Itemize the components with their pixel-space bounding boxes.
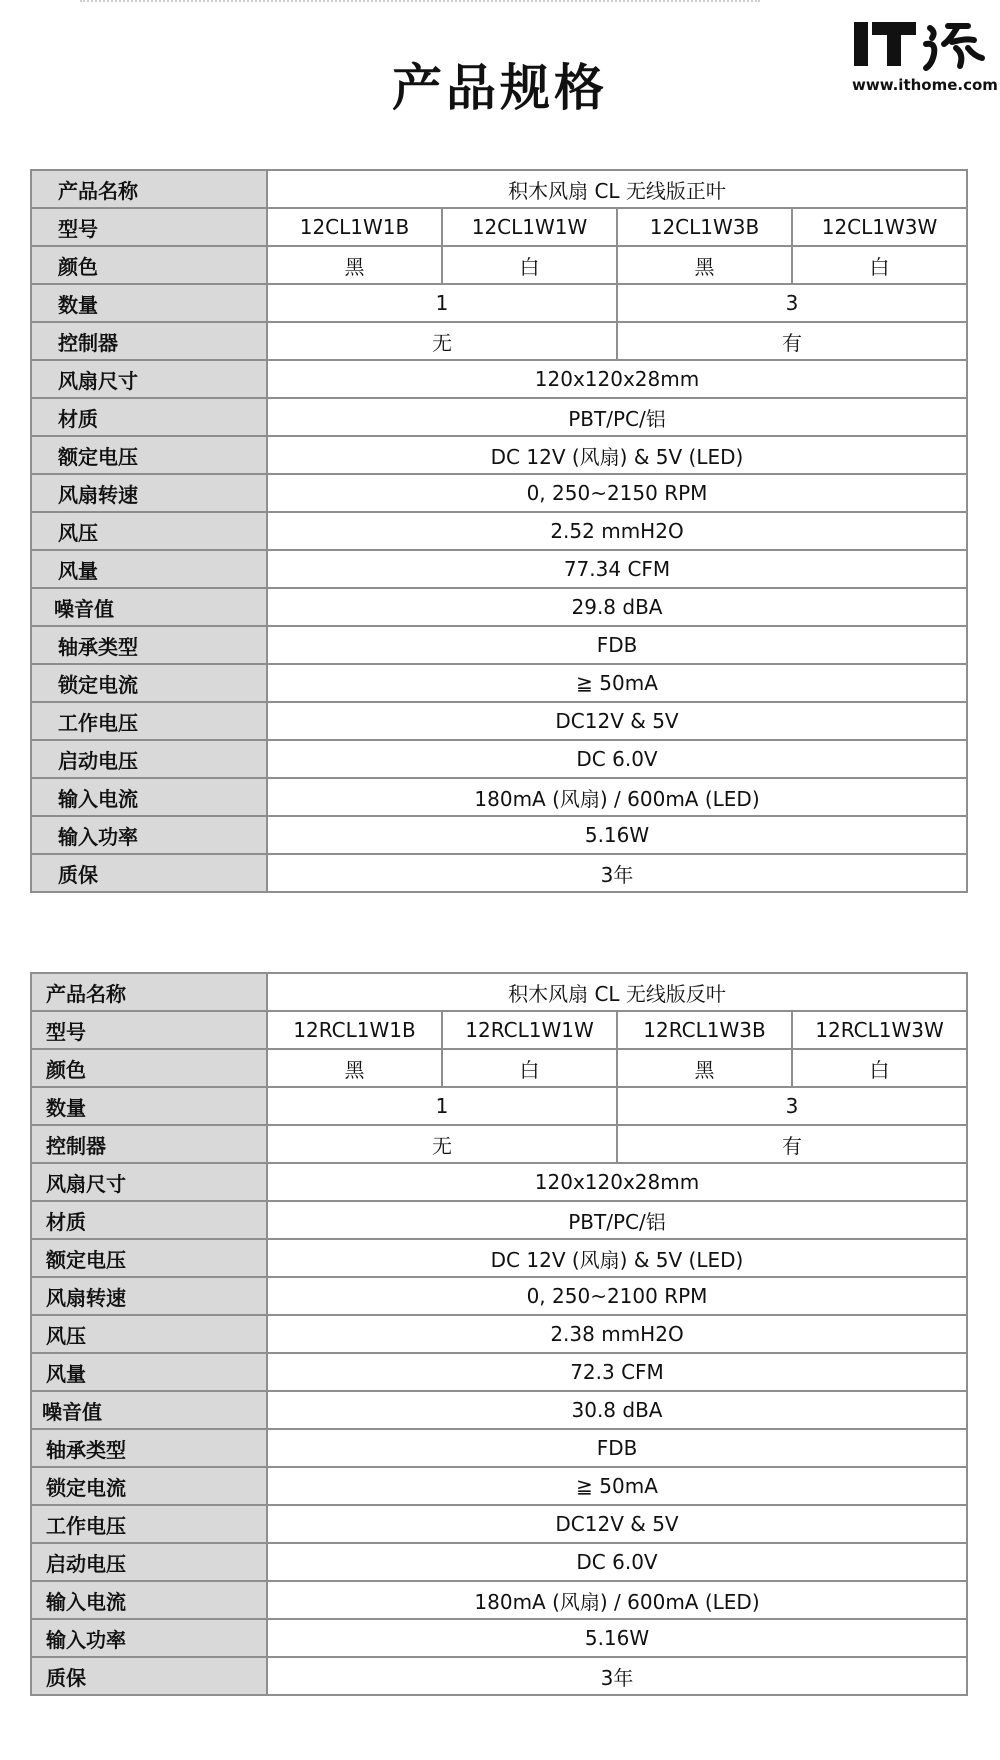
row-label: 输入功率 (31, 816, 267, 854)
table-row (31, 550, 967, 588)
model-cell: 12RCL1W3B (617, 1011, 792, 1049)
table-row (31, 702, 967, 740)
row-label: 风压 (31, 512, 267, 550)
color-cell: 黑 (617, 1049, 792, 1087)
row-label: 风压 (31, 1315, 267, 1353)
model-cell: 12RCL1W1B (267, 1011, 442, 1049)
table-row (31, 973, 967, 1011)
row-label: 风扇转速 (31, 474, 267, 512)
table-row (31, 1543, 967, 1581)
controller-cell: 有 (617, 1125, 967, 1163)
row-label: 轴承类型 (31, 1429, 267, 1467)
quantity-cell: 3 (617, 1087, 967, 1125)
input-power-value: 5.16W (267, 816, 967, 854)
pressure-value: 2.52 mmH2O (267, 512, 967, 550)
row-label: 轴承类型 (31, 626, 267, 664)
row-label: 控制器 (31, 322, 267, 360)
table-row (31, 1315, 967, 1353)
noise-value: 29.8 dBA (267, 588, 967, 626)
airflow-value: 77.34 CFM (267, 550, 967, 588)
row-label: 锁定电流 (31, 1467, 267, 1505)
product-name-value: 积木风扇 CL 无线版反叶 (267, 973, 967, 1011)
color-cell: 黑 (267, 1049, 442, 1087)
color-cell: 白 (442, 1049, 617, 1087)
color-cell: 白 (792, 1049, 967, 1087)
row-label: 型号 (31, 208, 267, 246)
row-label: 输入电流 (31, 1581, 267, 1619)
controller-cell: 有 (617, 322, 967, 360)
table-row (31, 1125, 967, 1163)
table-row (31, 1277, 967, 1315)
noise-value: 30.8 dBA (267, 1391, 967, 1429)
table-row (31, 360, 967, 398)
row-label: 数量 (31, 1087, 267, 1125)
color-cell: 白 (792, 246, 967, 284)
table-row (31, 1505, 967, 1543)
size-value: 120x120x28mm (267, 360, 967, 398)
table-row (31, 512, 967, 550)
row-label: 颜色 (31, 1049, 267, 1087)
row-label: 材质 (31, 1201, 267, 1239)
row-label: 额定电压 (31, 436, 267, 474)
pressure-value: 2.38 mmH2O (267, 1315, 967, 1353)
spec-table-forward-blade (30, 169, 968, 893)
model-cell: 12CL1W1B (267, 208, 442, 246)
ithome-logo-icon (852, 18, 992, 74)
spec-table-reverse-blade (30, 972, 968, 1696)
start-voltage-value: DC 6.0V (267, 740, 967, 778)
bearing-value: FDB (267, 1429, 967, 1467)
row-label: 产品名称 (31, 170, 267, 208)
table-row (31, 588, 967, 626)
rated-voltage-value: DC 12V (风扇) & 5V (LED) (267, 1239, 967, 1277)
row-label: 质保 (31, 854, 267, 892)
table-row (31, 1163, 967, 1201)
page-title: 产品规格 (392, 59, 608, 117)
controller-cell: 无 (267, 322, 617, 360)
table-row (31, 208, 967, 246)
table-row (31, 246, 967, 284)
row-label: 风扇尺寸 (31, 1163, 267, 1201)
table-row (31, 322, 967, 360)
row-label: 风扇尺寸 (31, 360, 267, 398)
table-row (31, 1657, 967, 1695)
table-row (31, 1429, 967, 1467)
row-label: 噪音值 (31, 1391, 267, 1429)
row-label: 质保 (31, 1657, 267, 1695)
speed-value: 0, 250~2100 RPM (267, 1277, 967, 1315)
model-cell: 12CL1W3B (617, 208, 792, 246)
table-row (31, 778, 967, 816)
table-row (31, 1353, 967, 1391)
row-label: 风扇转速 (31, 1277, 267, 1315)
controller-cell: 无 (267, 1125, 617, 1163)
material-value: PBT/PC/铝 (267, 398, 967, 436)
row-label: 风量 (31, 1353, 267, 1391)
color-cell: 黑 (617, 246, 792, 284)
table-row (31, 854, 967, 892)
model-cell: 12CL1W3W (792, 208, 967, 246)
row-label: 型号 (31, 1011, 267, 1049)
row-label: 颜色 (31, 246, 267, 284)
table-row (31, 474, 967, 512)
row-label: 控制器 (31, 1125, 267, 1163)
top-dotted-rule (80, 0, 760, 4)
logo-url: www.ithome.com (852, 76, 998, 94)
warranty-value: 3年 (267, 854, 967, 892)
working-voltage-value: DC12V & 5V (267, 1505, 967, 1543)
row-label: 输入电流 (31, 778, 267, 816)
quantity-cell: 3 (617, 284, 967, 322)
input-current-value: 180mA (风扇) / 600mA (LED) (267, 1581, 967, 1619)
table-row (31, 1581, 967, 1619)
start-voltage-value: DC 6.0V (267, 1543, 967, 1581)
row-label: 工作电压 (31, 1505, 267, 1543)
model-cell: 12CL1W1W (442, 208, 617, 246)
table-row (31, 664, 967, 702)
model-cell: 12RCL1W1W (442, 1011, 617, 1049)
table-row (31, 1087, 967, 1125)
table-row (31, 816, 967, 854)
table-row (31, 170, 967, 208)
table-row (31, 1011, 967, 1049)
table-row (31, 1391, 967, 1429)
table-row (31, 436, 967, 474)
row-label: 额定电压 (31, 1239, 267, 1277)
row-label: 风量 (31, 550, 267, 588)
ithome-logo (852, 18, 998, 98)
color-cell: 白 (442, 246, 617, 284)
table-row (31, 284, 967, 322)
working-voltage-value: DC12V & 5V (267, 702, 967, 740)
row-label: 锁定电流 (31, 664, 267, 702)
locked-current-value: ≧ 50mA (267, 664, 967, 702)
table-row (31, 626, 967, 664)
rated-voltage-value: DC 12V (风扇) & 5V (LED) (267, 436, 967, 474)
table-row (31, 1619, 967, 1657)
row-label: 噪音值 (31, 588, 267, 626)
row-label: 启动电压 (31, 1543, 267, 1581)
input-power-value: 5.16W (267, 1619, 967, 1657)
row-label: 数量 (31, 284, 267, 322)
bearing-value: FDB (267, 626, 967, 664)
table-row (31, 1239, 967, 1277)
model-cell: 12RCL1W3W (792, 1011, 967, 1049)
product-name-value: 积木风扇 CL 无线版正叶 (267, 170, 967, 208)
row-label: 启动电压 (31, 740, 267, 778)
color-cell: 黑 (267, 246, 442, 284)
table-row (31, 1049, 967, 1087)
table-row (31, 740, 967, 778)
row-label: 工作电压 (31, 702, 267, 740)
input-current-value: 180mA (风扇) / 600mA (LED) (267, 778, 967, 816)
row-label: 输入功率 (31, 1619, 267, 1657)
material-value: PBT/PC/铝 (267, 1201, 967, 1239)
table-row (31, 1467, 967, 1505)
warranty-value: 3年 (267, 1657, 967, 1695)
airflow-value: 72.3 CFM (267, 1353, 967, 1391)
locked-current-value: ≧ 50mA (267, 1467, 967, 1505)
row-label: 产品名称 (31, 973, 267, 1011)
quantity-cell: 1 (267, 284, 617, 322)
quantity-cell: 1 (267, 1087, 617, 1125)
speed-value: 0, 250~2150 RPM (267, 474, 967, 512)
table-row (31, 398, 967, 436)
table-row (31, 1201, 967, 1239)
size-value: 120x120x28mm (267, 1163, 967, 1201)
row-label: 材质 (31, 398, 267, 436)
